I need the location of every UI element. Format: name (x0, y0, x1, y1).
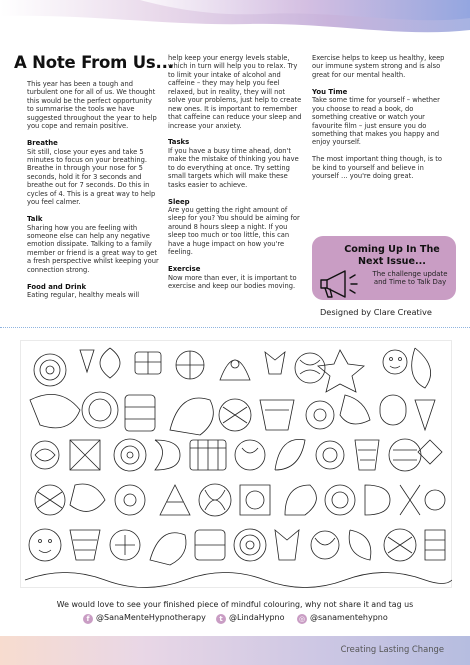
coming-up-text: The challenge update and Time to Talk Day (372, 270, 448, 287)
sleep-text: Are you getting the right amount of sleep for you? You should be aiming for around 8 hours sleep a night. If you sleep too much or too little, this can have a huge impact on how you're feeling. (168, 206, 300, 257)
food-text: Eating regular, healthy meals will (27, 291, 140, 300)
exercise-text: Now more than ever, it is important to exercise and keep our bodies moving. (168, 273, 297, 291)
designed-by: Designed by Clare Creative (320, 307, 432, 317)
breathe-heading: Breathe (27, 139, 58, 148)
intro-paragraph: This year has been a tough and turbulent one for all of us. We thought this would be the perfect opportunity to summarise the tools we have suggested throughout the year to help you cope and remain positive. (27, 80, 157, 131)
coming-up-box (312, 236, 456, 300)
instagram-icon: ◎ (298, 615, 306, 623)
tasks-heading: Tasks (168, 138, 190, 147)
tagline: Creating Lasting Change (340, 644, 444, 654)
breathe-text: Sit still, close your eyes and take 5 minutes to focus on your breathing. Breathe in through your nose for 5 seconds, hold it for 3 seconds and breathe out for 7 seconds. Do this in cycles of 4. This is a great way to help you feel calmer. (27, 147, 156, 207)
column-middle (168, 54, 302, 299)
header-wave (0, 0, 470, 42)
talk-heading: Talk (27, 215, 43, 224)
column-right (312, 54, 450, 189)
column-left (27, 80, 159, 308)
footer-band (0, 636, 470, 665)
megaphone-icon (315, 264, 365, 302)
facebook-handle-text: @SanaMenteHypnotherapy (96, 613, 206, 622)
colouring-doodle-illustration (20, 340, 452, 588)
tasks-text: If you have a busy time ahead, don't make the mistake of thinking you have to do everything at once. Try setting small targets which will make these tasks easier to achieve. (168, 146, 299, 189)
you-time-text: Take some time for yourself – whether you choose to read a book, do something creative or watch your favourite film – just ensure you do something that makes you happy and enjoy yourself. (312, 96, 440, 147)
instagram-handle-text: @sanamentehypno (310, 613, 388, 622)
page-title: A Note From Us... (14, 53, 174, 72)
talk-text: Sharing how you are feeling with someone else can help any negative emotion dissipate. Talking to a family member or friend is a great way to get a fresh perspective whilst keeping your connection strong. (27, 223, 159, 274)
coming-up-title: Coming Up In The Next Issue... (344, 244, 440, 267)
share-message: We would love to see your finished piece of mindful colouring, why not share it and tag us (56, 600, 414, 609)
facebook-icon: f (83, 614, 93, 624)
exercise-heading: Exercise (168, 265, 201, 274)
food-heading: Food and Drink (27, 282, 87, 291)
you-time-heading: You Time (312, 87, 348, 96)
twitter-handle[interactable] (216, 613, 285, 624)
exercise-text-continued: Exercise helps to keep us healthy, keep our immune system strong and is also great for our mental health. (312, 54, 445, 79)
twitter-handle-text: @LindaHypno (229, 613, 285, 622)
closing-text: The most important thing though, is to be kind to yourself and believe in yourself … you're doing great. (312, 155, 443, 181)
facebook-handle[interactable] (83, 613, 206, 624)
food-text-continued: help keep your energy levels stable, which in turn will help you to relax. Try to limit your intake of alcohol and caffeine – they may help you feel relaxed, but in reality, they will not solve your problems, just help to create new ones. It is important to remember that caffeine can reduce your sleep and increase your anxiety. (168, 54, 302, 130)
instagram-handle[interactable] (297, 613, 388, 624)
twitter-icon: t (216, 614, 226, 624)
sleep-heading: Sleep (168, 197, 190, 206)
section-divider (0, 327, 470, 328)
social-handles (83, 613, 423, 625)
